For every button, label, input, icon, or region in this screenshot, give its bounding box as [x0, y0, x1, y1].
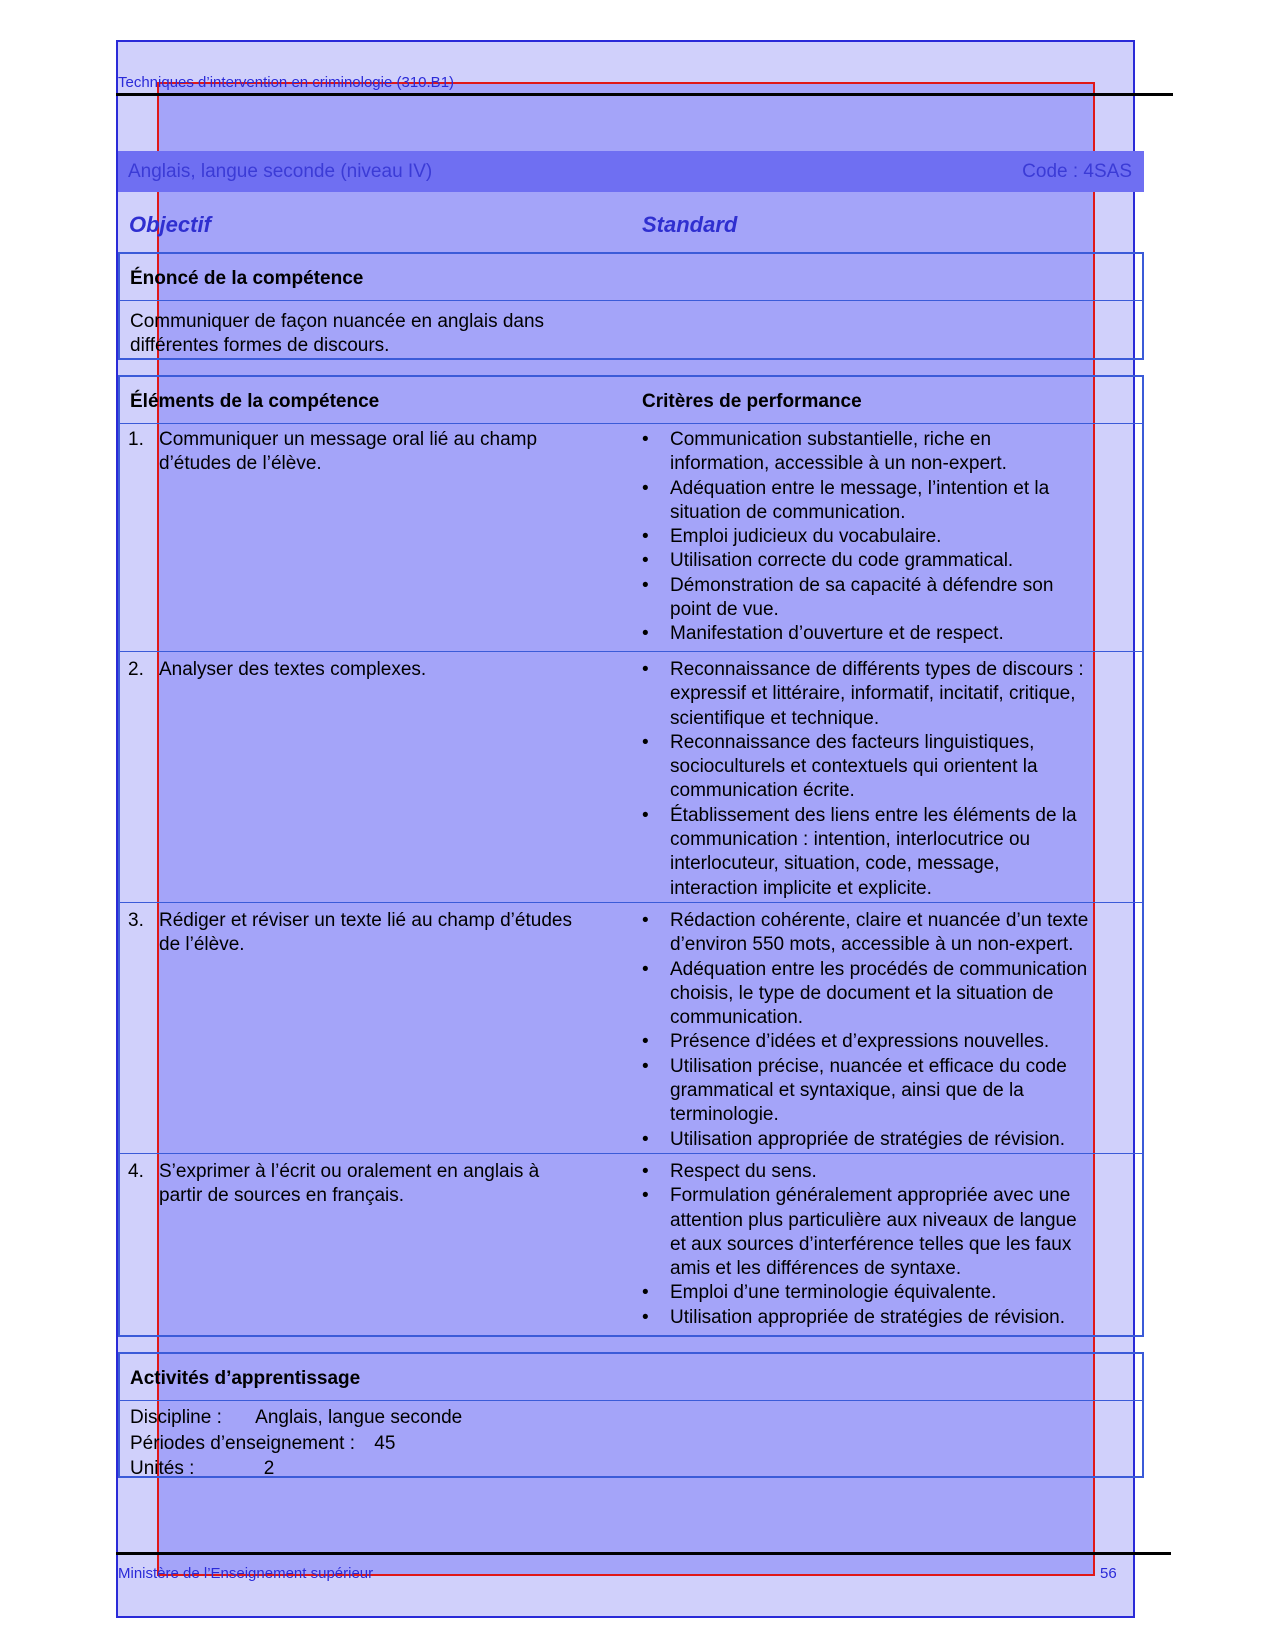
criterion: • Utilisation correcte du code grammatical. [642, 549, 1132, 573]
element-number: 4. [128, 1161, 144, 1182]
course-title: Anglais, langue seconde (niveau IV) [128, 161, 433, 182]
criterion: • Emploi d’une terminologie équivalente. [642, 1281, 1132, 1305]
element-text [159, 428, 609, 476]
activites-title: Activités d’apprentissage [130, 1368, 361, 1389]
element-number: 2. [128, 659, 144, 680]
header-rule [116, 93, 1173, 96]
enonce-line: différentes formes de discours. [130, 335, 390, 356]
criterion: • Communication substantielle, riche en information, accessible à un non-expert. [642, 428, 1132, 477]
element-text [159, 909, 609, 957]
criterion: • Reconnaissance des facteurs linguistiques, socioculturels et contextuels qui orientent la communication écrite. [642, 731, 1132, 804]
column-objectif: Objectif [129, 212, 211, 237]
element-line: S’exprimer à l’écrit ou oralement en anglais à [159, 1161, 540, 1182]
criterion: • Utilisation précise, nuancée et efficace du code grammatical et syntaxique, ainsi que de la terminologie. [642, 1055, 1132, 1128]
activite-row [130, 1431, 462, 1457]
page-number: 56 [1100, 1565, 1117, 1582]
element-divider [120, 902, 1142, 903]
course-code: Code : 4SAS [1022, 161, 1132, 182]
criterion: • Manifestation d’ouverture et de respect. [642, 622, 1132, 646]
criterion: • Emploi judicieux du vocabulaire. [642, 525, 1132, 549]
element-text [159, 1160, 609, 1208]
activite-label: Périodes d’enseignement : [130, 1432, 355, 1454]
criterion: • Utilisation appropriée de stratégies de révision. [642, 1128, 1132, 1152]
activites-rows [130, 1405, 462, 1482]
criterion: • Adéquation entre le message, l’intention et la situation de communication. [642, 477, 1132, 526]
activites-box [118, 1352, 1144, 1478]
criteria-list-1 [642, 428, 1132, 647]
criterion: • Présence d’idées et d’expressions nouvelles. [642, 1030, 1132, 1054]
element-line: Rédiger et réviser un texte lié au champ d’études [159, 910, 572, 931]
criterion: • Reconnaissance de différents types de discours : expressif et littéraire, informatif, incitatif, critique, scientifique et technique. [642, 658, 1132, 731]
course-band [118, 151, 1144, 192]
activite-label: Discipline : [130, 1407, 222, 1428]
program-header: Techniques d’intervention en criminologie (310.B1) [118, 74, 455, 91]
criterion: • Rédaction cohérente, claire et nuancée d’un texte d’environ 550 mots, accessible à un non-expert. [642, 909, 1132, 958]
element-divider [120, 1153, 1142, 1154]
enonce-line: Communiquer de façon nuancée en anglais dans [130, 311, 545, 332]
elements-title: Éléments de la compétence [130, 391, 380, 412]
element-number: 3. [128, 910, 144, 931]
element-line: d’études de l’élève. [159, 453, 322, 474]
enonce-box [118, 252, 1144, 360]
activite-value: 45 [374, 1432, 396, 1454]
enonce-text [130, 310, 544, 358]
activite-row [130, 1456, 462, 1482]
criteria-list-2 [642, 658, 1132, 901]
element-line: de l’élève. [159, 934, 245, 955]
criterion: • Utilisation appropriée de stratégies de révision. [642, 1306, 1132, 1330]
activite-label: Unités : [130, 1458, 195, 1479]
criteria-list-3 [642, 909, 1132, 1152]
criterion: • Formulation généralement appropriée avec une attention plus particulière aux niveaux de langue et aux sources d’interférence telles que les faux amis et les différences de syntaxe. [642, 1184, 1132, 1281]
criterion: • Établissement des liens entre les éléments de la communication : intention, interlocutrice ou interlocuteur, situation, code, message, interaction implicite et explicite. [642, 804, 1132, 901]
criteria-title: Critères de performance [642, 391, 862, 412]
criterion: • Adéquation entre les procédés de communication choisis, le type de document et la situation de communication. [642, 958, 1132, 1031]
activites-divider [120, 1400, 1142, 1401]
activite-value: 2 [263, 1458, 275, 1479]
activite-value: Anglais, langue seconde [255, 1407, 463, 1428]
element-line: partir de sources en français. [159, 1185, 405, 1206]
element-line: Analyser des textes complexes. [159, 659, 427, 680]
element-number: 1. [128, 429, 144, 450]
criterion: • Respect du sens. [642, 1160, 1132, 1184]
element-line: Communiquer un message oral lié au champ [159, 429, 538, 450]
element-text [159, 658, 609, 682]
column-standard: Standard [642, 212, 738, 237]
criteria-list-4 [642, 1160, 1132, 1330]
element-divider [120, 651, 1142, 652]
criterion: • Démonstration de sa capacité à défendre son point de vue. [642, 574, 1132, 623]
elements-header-divider [120, 423, 1142, 424]
footer-rule [116, 1552, 1171, 1555]
activite-row [130, 1405, 462, 1431]
enonce-divider [120, 300, 1142, 301]
footer-ministry: Ministère de l’Enseignement supérieur [118, 1565, 374, 1582]
enonce-title: Énoncé de la compétence [130, 268, 364, 289]
